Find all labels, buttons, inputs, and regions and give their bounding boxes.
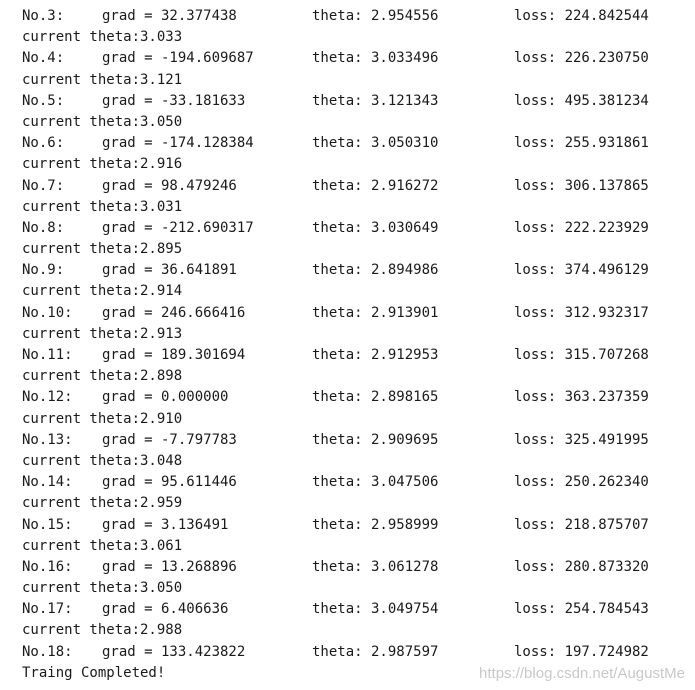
- iteration-line: [22, 6, 682, 27]
- grad-value: grad = -194.609687: [102, 50, 254, 67]
- theta-value: theta: 2.913901: [312, 304, 439, 321]
- grad-value: grad = 13.268896: [102, 558, 237, 575]
- iteration-number: No.18:: [22, 643, 73, 660]
- iteration-line: [22, 472, 682, 493]
- iteration-number: No.16:: [22, 558, 73, 575]
- theta-value: theta: 3.047506: [312, 474, 439, 491]
- iteration-line: [22, 303, 682, 324]
- iteration-line: [22, 642, 682, 663]
- theta-value: theta: 3.033496: [312, 50, 439, 67]
- theta-value: theta: 2.898165: [312, 389, 439, 406]
- loss-value: loss: 197.724982: [514, 643, 649, 660]
- iteration-number: No.11:: [22, 347, 73, 363]
- grad-value: grad = 189.301694: [102, 347, 246, 363]
- loss-value: loss: 315.707268: [514, 347, 649, 363]
- theta-value: theta: 2.912953: [312, 347, 439, 363]
- iteration-number: No.13:: [22, 431, 73, 448]
- loss-value: loss: 222.223929: [514, 219, 649, 236]
- loss-value: loss: 374.496129: [514, 262, 649, 279]
- watermark: https://blog.csdn.net/AugustMe: [479, 665, 685, 682]
- loss-value: loss: 255.931861: [514, 135, 649, 152]
- console-output: [22, 6, 682, 684]
- current-theta-line: current theta:2.959: [22, 495, 183, 512]
- iteration-number: No.12:: [22, 389, 73, 406]
- theta-value: theta: 3.049754: [312, 601, 439, 618]
- theta-value: theta: 3.121343: [312, 92, 439, 109]
- grad-value: grad = -33.181633: [102, 92, 246, 109]
- iteration-line: [22, 218, 682, 239]
- loss-value: loss: 312.932317: [514, 304, 649, 321]
- loss-value: loss: 254.784543: [514, 601, 649, 618]
- iteration-line: [22, 260, 682, 281]
- iteration-line: [22, 133, 682, 154]
- iteration-number: No.4:: [22, 50, 65, 67]
- iteration-number: No.15:: [22, 516, 73, 533]
- current-theta-line: current theta:2.898: [22, 368, 183, 385]
- theta-value: theta: 3.030649: [312, 219, 439, 236]
- loss-value: loss: 325.491995: [514, 431, 649, 448]
- loss-value: loss: 280.873320: [514, 558, 649, 575]
- iteration-number: No.3:: [22, 8, 65, 24]
- current-theta-line: current theta:3.033: [22, 29, 183, 46]
- completion-message: Traing Completed!: [22, 664, 166, 681]
- current-theta-line: current theta:3.121: [22, 71, 183, 88]
- theta-value: theta: 2.916272: [312, 177, 439, 194]
- grad-value: grad = 0.000000: [102, 389, 229, 406]
- current-theta-line: current theta:3.061: [22, 537, 183, 554]
- theta-value: theta: 2.954556: [312, 8, 439, 24]
- theta-value: theta: 2.987597: [312, 643, 439, 660]
- iteration-line: [22, 599, 682, 620]
- iteration-line: [22, 515, 682, 536]
- loss-value: loss: 218.875707: [514, 516, 649, 533]
- grad-value: grad = -174.128384: [102, 135, 254, 152]
- current-theta-line: current theta:3.031: [22, 198, 183, 215]
- grad-value: grad = 32.377438: [102, 8, 237, 24]
- grad-value: grad = 36.641891: [102, 262, 237, 279]
- current-theta-line: current theta:3.050: [22, 113, 183, 130]
- current-theta-line: current theta:2.910: [22, 410, 183, 427]
- iteration-number: No.5:: [22, 92, 65, 109]
- iteration-line: [22, 176, 682, 197]
- grad-value: grad = -7.797783: [102, 431, 237, 448]
- iteration-number: No.6:: [22, 135, 65, 152]
- loss-value: loss: 495.381234: [514, 92, 649, 109]
- iteration-line: [22, 48, 682, 69]
- iteration-number: No.9:: [22, 262, 65, 279]
- iteration-number: No.17:: [22, 601, 73, 618]
- theta-value: theta: 3.061278: [312, 558, 439, 575]
- loss-value: loss: 226.230750: [514, 50, 649, 67]
- theta-value: theta: 2.958999: [312, 516, 439, 533]
- current-theta-line: current theta:3.048: [22, 452, 183, 469]
- loss-value: loss: 250.262340: [514, 474, 649, 491]
- grad-value: grad = 95.611446: [102, 474, 237, 491]
- iteration-number: No.14:: [22, 474, 73, 491]
- theta-value: theta: 2.909695: [312, 431, 439, 448]
- grad-value: grad = 6.406636: [102, 601, 229, 618]
- current-theta-line: current theta:2.914: [22, 283, 183, 300]
- grad-value: grad = 246.666416: [102, 304, 246, 321]
- iteration-line: [22, 430, 682, 451]
- current-theta-line: current theta:2.913: [22, 325, 183, 342]
- theta-value: theta: 2.894986: [312, 262, 439, 279]
- iteration-number: No.10:: [22, 304, 73, 321]
- iteration-line: [22, 91, 682, 112]
- grad-value: grad = 133.423822: [102, 643, 246, 660]
- current-theta-line: current theta:2.916: [22, 156, 183, 173]
- theta-value: theta: 3.050310: [312, 135, 439, 152]
- current-theta-line: current theta:2.988: [22, 622, 183, 639]
- iteration-line: [22, 387, 682, 408]
- grad-value: grad = 3.136491: [102, 516, 229, 533]
- loss-value: loss: 363.237359: [514, 389, 649, 406]
- iteration-number: No.7:: [22, 177, 65, 194]
- loss-value: loss: 306.137865: [514, 177, 649, 194]
- grad-value: grad = -212.690317: [102, 219, 254, 236]
- iteration-line: [22, 557, 682, 578]
- current-theta-line: current theta:2.895: [22, 241, 183, 258]
- loss-value: loss: 224.842544: [514, 8, 649, 24]
- grad-value: grad = 98.479246: [102, 177, 237, 194]
- iteration-line: [22, 345, 682, 366]
- iteration-number: No.8:: [22, 219, 65, 236]
- current-theta-line: current theta:3.050: [22, 580, 183, 597]
